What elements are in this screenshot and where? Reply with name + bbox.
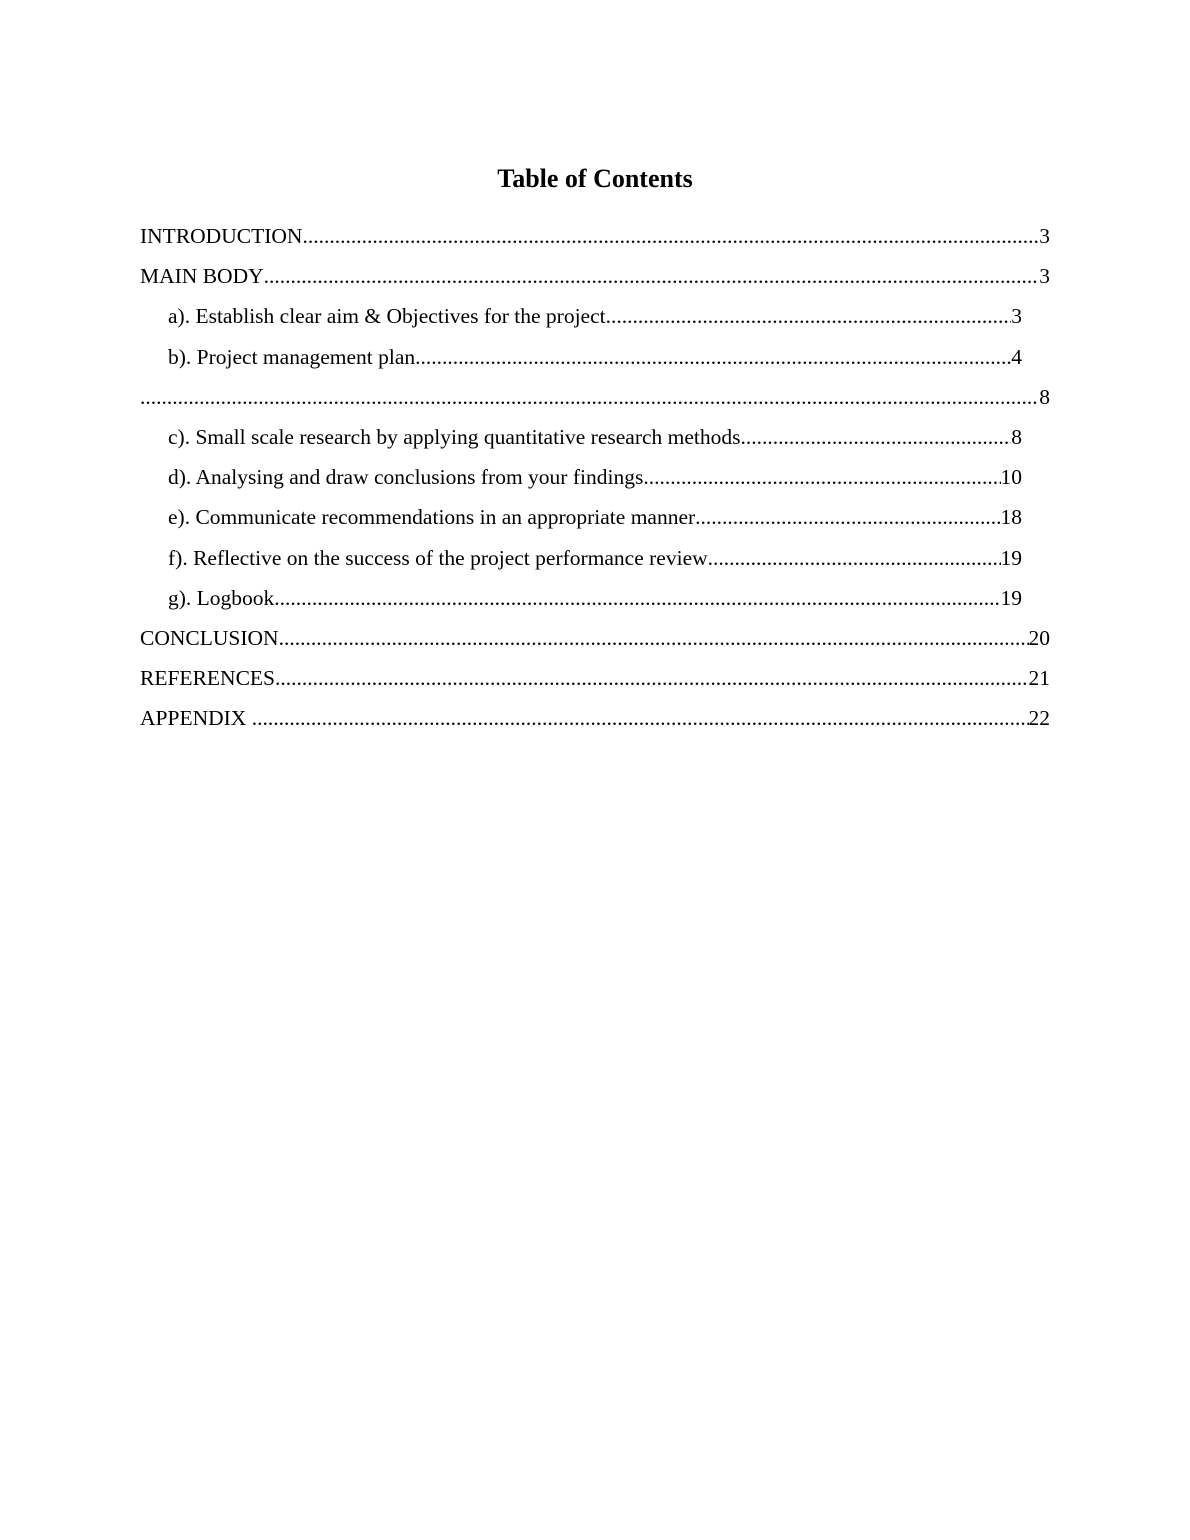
toc-entry-label: APPENDIX bbox=[140, 706, 252, 731]
toc-entry-page: 21 bbox=[1028, 666, 1050, 691]
toc-entry-page: 19 bbox=[1000, 585, 1022, 610]
dot-leader bbox=[252, 702, 1029, 734]
dot-leader bbox=[708, 542, 1001, 574]
toc-entry-label: g). Logbook bbox=[168, 585, 275, 610]
toc-entry-page: 20 bbox=[1028, 625, 1050, 650]
toc-entry-introduction[interactable] bbox=[140, 220, 1050, 260]
toc-entry-page: 8 bbox=[1039, 384, 1050, 409]
dot-leader bbox=[695, 501, 1000, 533]
toc-entry-page: 22 bbox=[1028, 706, 1050, 731]
dot-leader bbox=[606, 300, 1012, 332]
toc-entry-reflective-review[interactable] bbox=[140, 542, 1050, 582]
toc-entry-main-body[interactable] bbox=[140, 260, 1050, 300]
toc-entry-communicate-recommendations[interactable] bbox=[140, 501, 1050, 541]
toc-entry-page: 19 bbox=[1000, 545, 1022, 570]
toc-entry-page: 4 bbox=[1011, 344, 1022, 369]
toc-list bbox=[140, 220, 1050, 742]
toc-entry-aims-objectives[interactable] bbox=[140, 300, 1050, 340]
toc-entry-label: d). Analysing and draw conclusions from your findings bbox=[168, 465, 644, 490]
toc-entry-page: 8 bbox=[1011, 424, 1022, 449]
dot-leader bbox=[415, 341, 1011, 373]
toc-entry-page: 3 bbox=[1039, 224, 1050, 248]
toc-entry-page: 3 bbox=[1039, 264, 1050, 289]
toc-entry-appendix[interactable] bbox=[140, 702, 1050, 742]
toc-title: Table of Contents bbox=[497, 164, 693, 193]
toc-entry-label: REFERENCES bbox=[140, 666, 275, 691]
toc-entry-page: 3 bbox=[1011, 304, 1022, 329]
toc-entry-references[interactable] bbox=[140, 662, 1050, 702]
toc-entry-label: f). Reflective on the success of the project performance review bbox=[168, 545, 708, 570]
dot-leader bbox=[264, 260, 1040, 292]
toc-entry-label: a). Establish clear aim & Objectives for the project bbox=[168, 304, 606, 329]
dot-leader bbox=[643, 461, 1000, 493]
dot-leader bbox=[279, 622, 1029, 654]
toc-entry-page: 18 bbox=[1000, 505, 1022, 530]
toc-entry-label: CONCLUSION bbox=[140, 625, 279, 650]
toc-entry-label: MAIN BODY bbox=[140, 264, 264, 289]
toc-entry-project-management-plan[interactable] bbox=[140, 341, 1050, 381]
toc-entry-logbook[interactable] bbox=[140, 582, 1050, 622]
dot-leader bbox=[140, 381, 1039, 413]
toc-entry-label: e). Communicate recommendations in an appropriate manner bbox=[168, 505, 696, 530]
toc-entry-label: c). Small scale research by applying quantitative research methods bbox=[168, 424, 741, 449]
dot-leader bbox=[741, 421, 1012, 453]
dot-leader bbox=[274, 582, 1000, 614]
toc-entry-untitled[interactable] bbox=[140, 381, 1050, 421]
dot-leader bbox=[302, 220, 1039, 252]
toc-entry-label: INTRODUCTION bbox=[140, 224, 303, 248]
toc-entry-conclusion[interactable] bbox=[140, 622, 1050, 662]
toc-entry-page: 10 bbox=[1000, 465, 1022, 490]
toc-entry-small-scale-research[interactable] bbox=[140, 421, 1050, 461]
toc-entry-label: b). Project management plan bbox=[168, 344, 416, 369]
dot-leader bbox=[275, 662, 1029, 694]
toc-entry-analysing-findings[interactable] bbox=[140, 461, 1050, 501]
